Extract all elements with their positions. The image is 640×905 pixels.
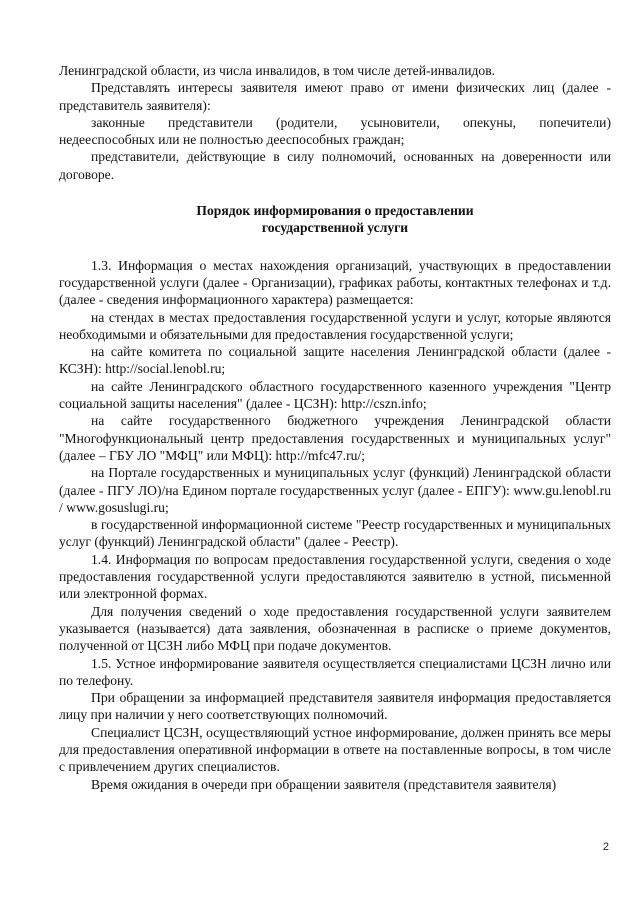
paragraph-registry: в государственной информационной системе "Реестр государственных и муниципальных услуг (функций) Ленинградской области" (далее - Реестр). [59, 517, 611, 550]
paragraph-progress-info: Для получения сведений о ходе предоставления государственной услуги заявителем указывается (называется) дата заявления, обозначенная в расписке о приеме документов, полученной от ЦСЗН либо МФЦ при подаче документов. [59, 603, 611, 654]
paragraph-representatives: Представлять интересы заявителя имеют право от имени физических лиц (далее - представитель заявителя): [59, 80, 611, 113]
paragraph-waiting-time: Время ожидания в очереди при обращении заявителя (представителя заявителя) [91, 776, 557, 792]
paragraph-kszn-site: на сайте комитета по социальной защите населения Ленинградской области (далее - КСЗН): http://social.lenobl.ru; [59, 344, 611, 377]
paragraph-1-5: 1.5. Устное информирование заявителя осуществляется специалистами ЦСЗН лично или по телефону. [59, 655, 611, 688]
paragraph-portal: на Портале государственных и муниципальных услуг (функций) Ленинградской области (далее - ПГУ ЛО)/на Едином портале государственных услуг (далее - ЕПГУ): www.gu.lenobl.ru / www.gosuslugi.ru; [59, 465, 611, 515]
section-heading-line-2: государственной услуги [261, 220, 409, 236]
paragraph-proxy-representatives: представители, действующие в силу полномочий, основанных на доверенности или договоре. [59, 149, 611, 182]
paragraph-specialist: Специалист ЦСЗН, осуществляющий устное информирование, должен принять все меры для предоставления оперативной информации в ответе на поставленные вопросы, в том числе с привлечением других специалистов. [59, 724, 611, 775]
paragraph-legal-representatives: законные представители (родители, усыновители, опекуны, попечители) недееспособных или не полностью дееспособных граждан; [59, 114, 611, 148]
paragraph-mfc-site: на сайте государственного бюджетного учреждения Ленинградской области "Многофункциональный центр предоставления государственных и муниципальных услуг" (далее – ГБУ ЛО "МФЦ" или МФЦ): http://mfc47.ru/; [59, 413, 611, 463]
section-heading-line-1: Порядок информирования о предоставлении [196, 203, 474, 219]
paragraph-1-4: 1.4. Информация по вопросам предоставления государственной услуги, сведения о ходе предоставления государственной услуги предоставляются заявителю в устной, письменной или электронной формах. [59, 551, 611, 602]
page-number: 2 [602, 841, 609, 853]
paragraph-representative-info: При обращении за информацией представителя заявителя информация предоставляется лицу при наличии у него соответствующих полномочий. [59, 690, 611, 723]
section-heading [59, 202, 611, 237]
document-page [59, 62, 611, 793]
paragraph-stands: на стендах в местах предоставления государственной услуги и услуг, которые являются необходимыми и обязательными для предоставления государственной услуги; [59, 309, 611, 342]
paragraph-continuation: Ленинградской области, из числа инвалидов, в том числе детей-инвалидов. [59, 63, 496, 78]
paragraph-cszn-site: на сайте Ленинградского областного государственного казенного учреждения "Центр социальной защиты населения" (далее - ЦСЗН): http://cszn.info; [59, 378, 611, 412]
paragraph-1-3: 1.3. Информация о местах нахождения организаций, участвующих в предоставлении государственной услуги (далее - Организации), графиках работы, контактных телефонах и т.д. (далее - сведения информационного характера) размещается: [59, 257, 611, 308]
